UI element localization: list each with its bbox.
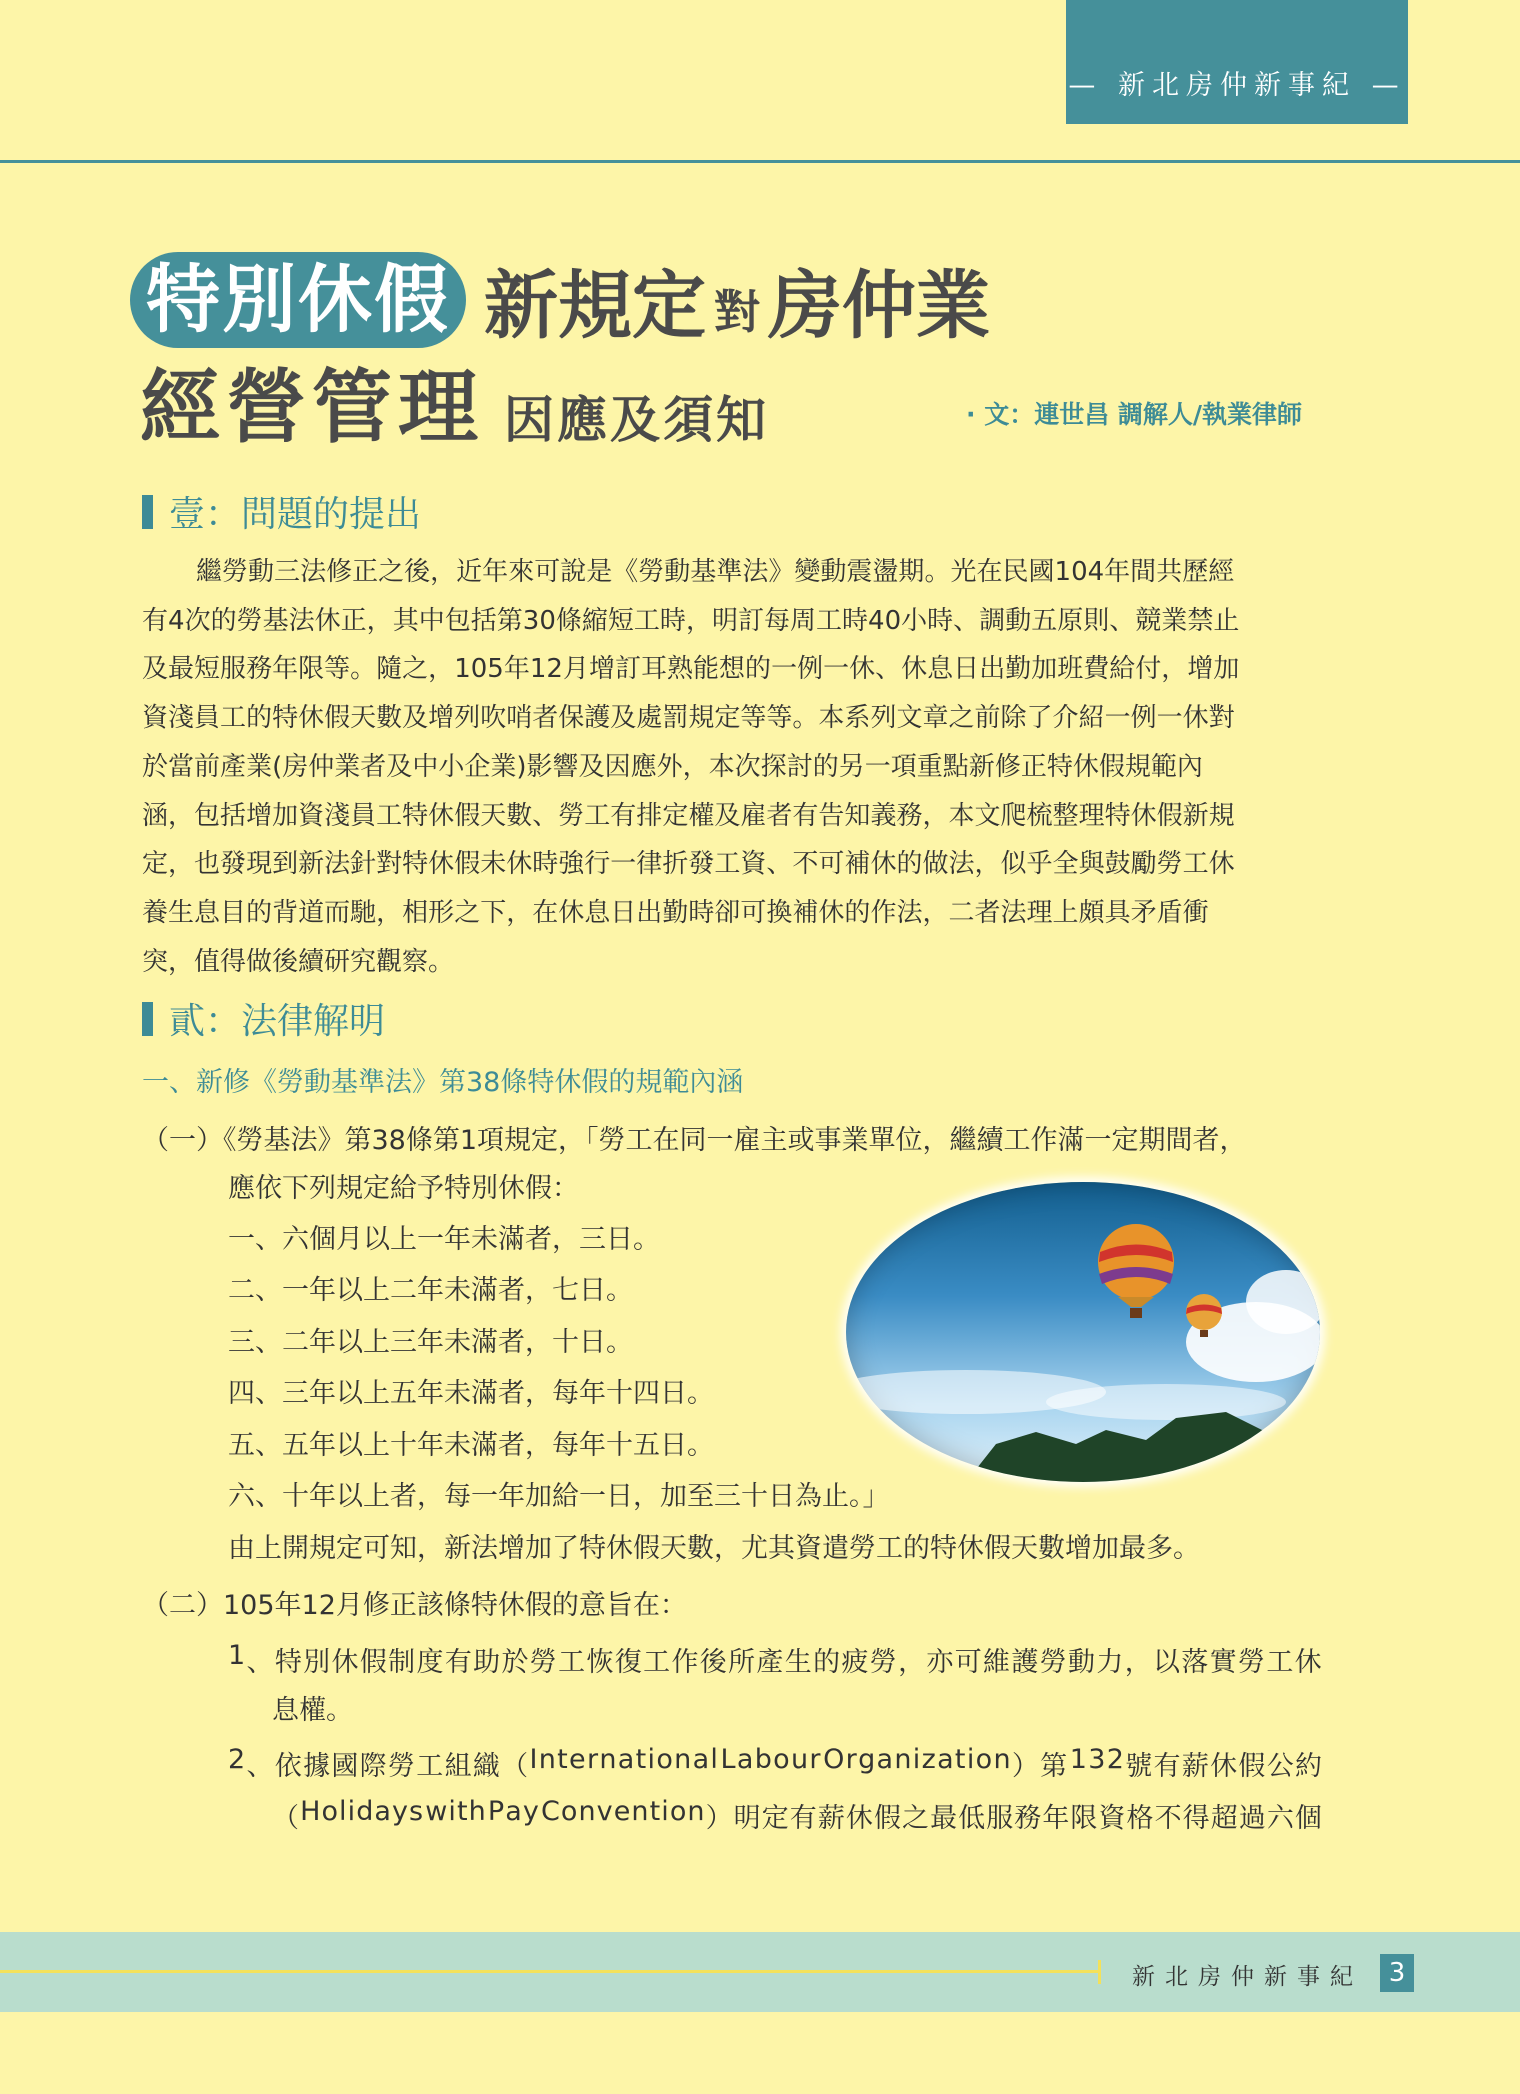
header-divider [0, 160, 1520, 163]
heading-bar-icon [142, 495, 153, 529]
title-line2-mid: 因應及須知 [504, 391, 769, 449]
item2-line: （二）105年12月修正該條特休假的意旨在： [142, 1590, 687, 1621]
cloud-shape [1046, 1384, 1286, 1420]
list-item: 五、五年以上十年未滿者，每年十五日。 [228, 1430, 714, 1461]
header-tab-text: — 新北房仲新事紀 — [1068, 70, 1406, 101]
author-byline: · 文：連世昌 調解人/執業律師 [966, 400, 1303, 429]
section-heading-1 [142, 486, 421, 537]
title-part1: 新規定 [484, 263, 706, 349]
title-line2-big: 經營管理 [140, 361, 484, 454]
footer-tick [1098, 1960, 1101, 1984]
section1-paragraph [142, 548, 1322, 986]
point2-line1 [228, 1744, 1322, 1783]
subheading: 一、新修《勞動基準法》第38條特休假的規範內涵 [142, 1067, 744, 1098]
point2-line1-text: 2 、 依 據 國 際 勞 工 組 織 （ I n t e r n a t i o n a l L a b o u r O r g a n i z a t i o n ） 第 1 3 2 號 有 薪 休 假 公 約 [228, 1744, 1322, 1782]
section-heading-2 [142, 993, 385, 1044]
paragraph-line: 有4次的勞基法休正，其中包括第30條縮短工時，明訂每周工時40小時、調動五原則、競業禁止 [142, 605, 1240, 636]
paragraph-line: 定，也發現到新法針對特休假未休時強行一律折發工資、不可補休的做法，似乎全與鼓勵勞工休 [142, 849, 1235, 880]
paragraph-line: 養生息目的背道而馳，相形之下，在休息日出勤時卻可換補休的作法，二者法理上頗具矛盾衝 [142, 897, 1209, 928]
paragraph-line: 於當前產業(房仲業者及中小企業)影響及因應外，本次探討的另一項重點新修正特休假規範內 [142, 751, 1203, 782]
title-highlight-pill: 特別休假 [130, 252, 466, 348]
mountain-shape [966, 1412, 1320, 1482]
point1-line1 [228, 1640, 1322, 1679]
title-small-connector: 對 [714, 285, 760, 339]
item1-line1: （一）《勞基法》第38條第1項規定，「勞工在同一雇主或事業單位，繼續工作滿一定期間者， [142, 1125, 1247, 1156]
point1-line1-text: 1 、 特 別 休 假 制 度 有 助 於 勞 工 恢 復 工 作 後 所 產 生 的 疲 勞 ， 亦 可 維 護 勞 動 力 ， 以 落 實 勞 工 休 [228, 1640, 1322, 1678]
header-tab [1066, 0, 1408, 124]
balloon-large-icon [1098, 1224, 1174, 1318]
point1-line2: 息權。 [272, 1695, 353, 1726]
heading-bar-icon [142, 1002, 153, 1036]
list-item: 一、六個月以上一年未滿者，三日。 [228, 1224, 660, 1255]
footer-title: 新北房仲新事紀 [1132, 1964, 1363, 1990]
paragraph-line: 資淺員工的特休假天數及增列吹哨者保護及處罰規定等等。本系列文章之前除了介紹一例一休對 [142, 703, 1235, 734]
page-number: 3 [1380, 1954, 1414, 1992]
title-line-1 [130, 250, 990, 350]
footer-line [0, 1970, 1100, 1973]
paragraph-line: 及最短服務年限等。隨之，105年12月增訂耳熟能想的一例一休、休息日出勤加班費給付，增加 [142, 654, 1240, 685]
list-item: 三、二年以上三年未滿者，十日。 [228, 1327, 633, 1358]
title-part2: 房仲業 [768, 263, 990, 349]
list-item: 六、十年以上者，每一年加給一日，加至三十日為止。」 [228, 1481, 890, 1512]
hot-air-balloon-photo [846, 1182, 1320, 1482]
conclusion-line: 由上開規定可知，新法增加了特休假天數，尤其資遣勞工的特休假天數增加最多。 [228, 1533, 1200, 1564]
paragraph-line: 突，值得做後續研究觀察。 [142, 946, 455, 977]
section-heading-1-text: 壹：問題的提出 [169, 494, 422, 535]
title-line-2 [140, 361, 769, 458]
list-item: 二、一年以上二年未滿者，七日。 [228, 1275, 633, 1306]
point2-line2-text: （ H o l i d a y s w i t h P a y C o n v e n t i o n ） 明 定 有 薪 休 假 之 最 低 服 務 年 限 資 格 不 得 超 過 六 個 [272, 1796, 1322, 1834]
balloon-scene [846, 1182, 1320, 1482]
paragraph-line: 涵，包括增加資淺員工特休假天數、勞工有排定權及雇者有告知義務，本文爬梳整理特休假新規 [142, 800, 1235, 831]
point2-line2 [272, 1796, 1322, 1835]
paragraph-line: 繼勞動三法修正之後，近年來可說是《勞動基準法》變動震盪期。光在民國104年間共歷經 [196, 557, 1235, 587]
item1-line2: 應依下列規定給予特別休假： [228, 1173, 579, 1204]
list-item: 四、三年以上五年未滿者，每年十四日。 [228, 1378, 714, 1409]
section-heading-2-text: 貳：法律解明 [169, 1001, 386, 1042]
